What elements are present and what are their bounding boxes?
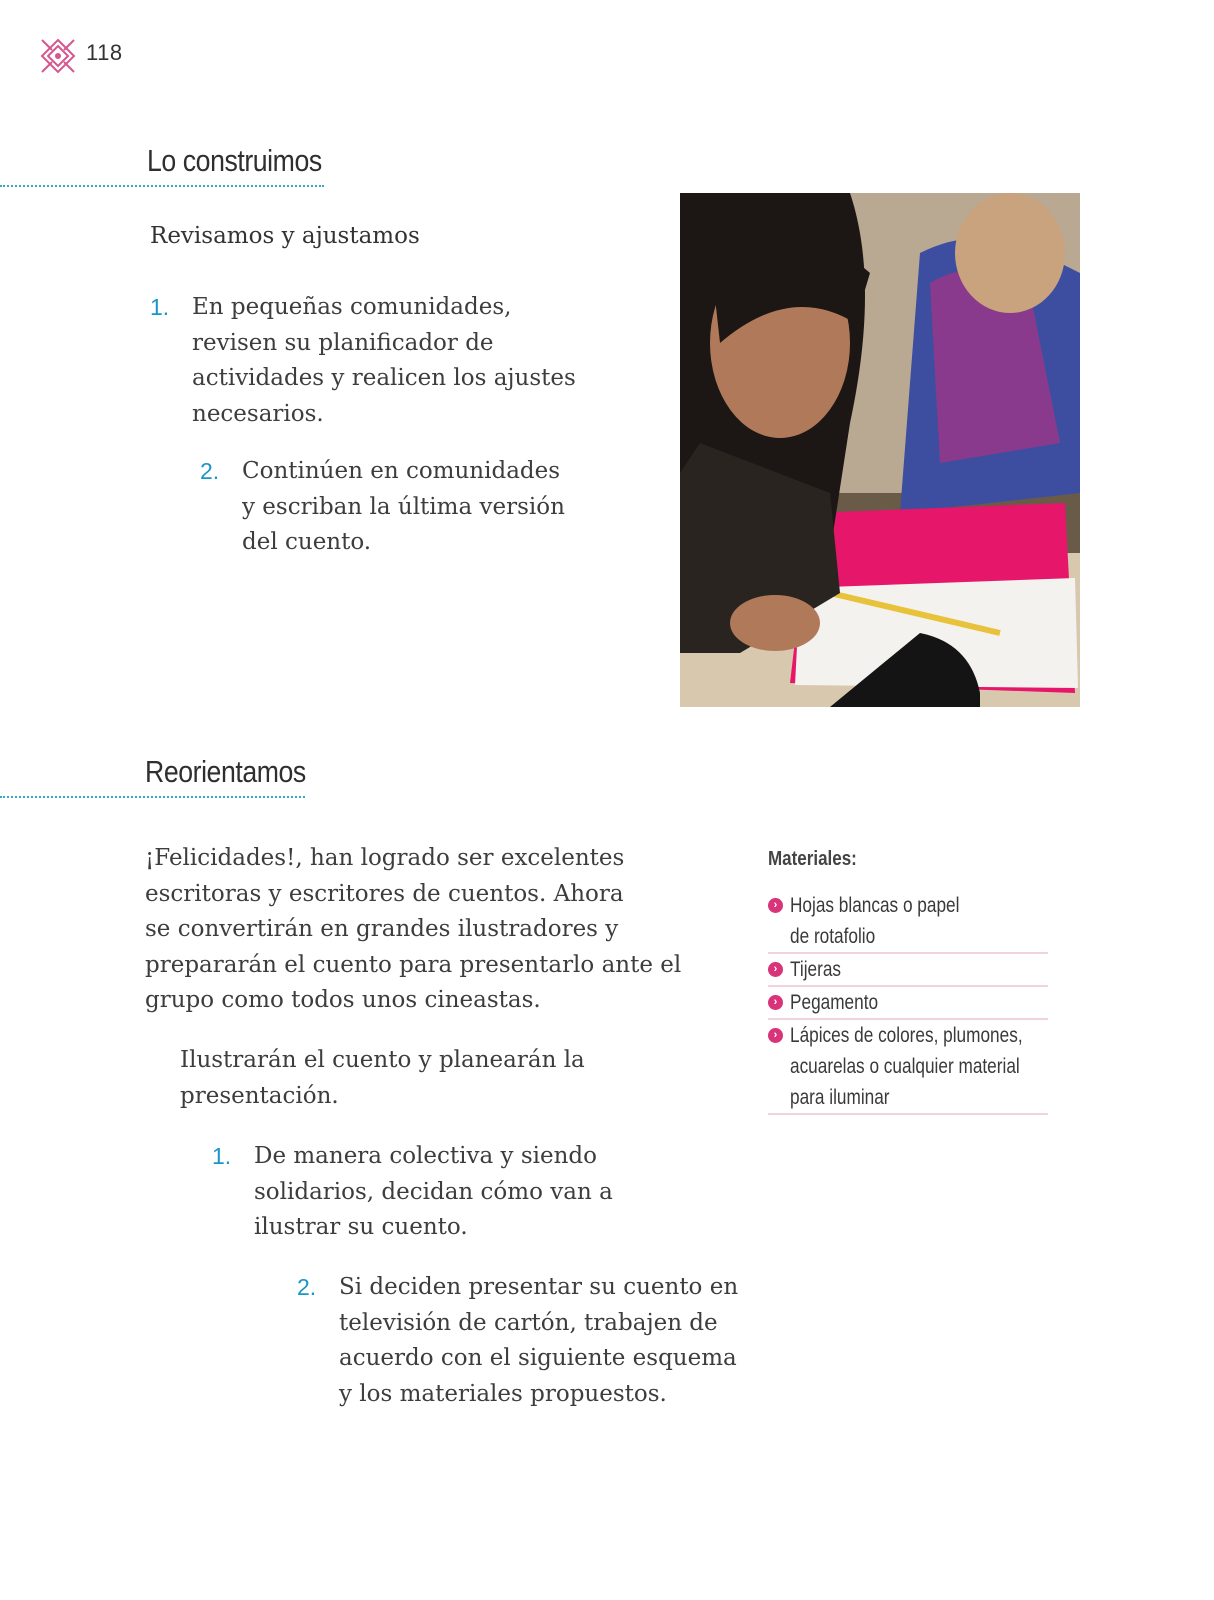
materials-line: Hojas blancas o papel xyxy=(790,894,960,917)
item-line: De manera colectiva y siendo xyxy=(254,1143,597,1169)
paragraph-line: escritoras y escritores de cuentos. Ahora xyxy=(145,880,624,907)
title-underline xyxy=(0,796,305,798)
materials-line: Tijeras xyxy=(790,958,842,981)
item-line: Si deciden presentar su cuento en xyxy=(339,1274,739,1300)
materials-line: de rotafolio xyxy=(790,925,876,948)
list-item xyxy=(212,1139,613,1246)
item-line: revisen su planificador de xyxy=(192,329,494,356)
materials-line: para iluminar xyxy=(790,1086,890,1109)
page-number: 118 xyxy=(86,40,123,65)
item-number: 2. xyxy=(200,458,220,484)
section-title-reorientamos: Reorientamos xyxy=(145,754,306,789)
list-item xyxy=(297,1270,738,1412)
item-line: acuerdo con el siguiente esquema xyxy=(339,1345,737,1371)
list-item xyxy=(200,454,565,561)
chevron-bullet-icon: › xyxy=(768,898,783,913)
photo-girls-writing xyxy=(680,193,1080,707)
item-line: y los materiales propuestos. xyxy=(339,1380,667,1407)
materials-item xyxy=(768,954,1048,987)
item-line: actividades y realicen los ajustes xyxy=(192,365,576,391)
materials-title: Materiales: xyxy=(768,848,857,870)
paragraph-line: prepararán el cuento para presentarlo ante el xyxy=(145,951,682,978)
list-item xyxy=(150,290,576,432)
paragraph-line: presentación. xyxy=(180,1082,339,1109)
item-line: y escriban la última versión xyxy=(242,493,565,520)
item-line: ilustrar su cuento. xyxy=(254,1214,468,1240)
item-number: 1. xyxy=(150,294,170,320)
materials-line: Lápices de colores, plumones, xyxy=(790,1024,1023,1047)
item-line: necesarios. xyxy=(192,400,324,427)
chevron-bullet-icon: › xyxy=(768,995,783,1010)
materials-item xyxy=(768,987,1048,1020)
section-title-lo-construimos: Lo construimos xyxy=(147,143,322,178)
item-line: del cuento. xyxy=(242,529,372,555)
subheading: Revisamos y ajustamos xyxy=(150,223,420,249)
chevron-bullet-icon: › xyxy=(768,1028,783,1043)
title-underline xyxy=(0,185,324,187)
item-number: 1. xyxy=(212,1143,232,1169)
materials-line: acuarelas o cualquier material xyxy=(790,1055,1020,1078)
item-line: solidarios, decidan cómo van a xyxy=(254,1178,613,1205)
paragraph-line: ¡Felicidades!, han logrado ser excelentes xyxy=(145,845,625,871)
materials-line: Pegamento xyxy=(790,991,879,1014)
ornament-logo-icon xyxy=(38,36,78,76)
paragraph-line: se convertirán en grandes ilustradores y xyxy=(145,916,619,942)
chevron-bullet-icon: › xyxy=(768,962,783,977)
paragraph-line: grupo como todos unos cineastas. xyxy=(145,987,541,1013)
materials-item xyxy=(768,1020,1048,1115)
paragraph-line: Ilustrarán el cuento y planearán la xyxy=(180,1047,585,1073)
item-line: televisión de cartón, trabajen de xyxy=(339,1309,718,1336)
intro-paragraph xyxy=(145,841,681,1019)
materials-list xyxy=(768,890,1048,1115)
item-number: 2. xyxy=(297,1274,317,1300)
materials-item xyxy=(768,890,1048,954)
item-line: En pequeñas comunidades, xyxy=(192,294,512,320)
item-line: Continúen en comunidades xyxy=(242,458,561,484)
instruction-paragraph xyxy=(180,1043,585,1114)
